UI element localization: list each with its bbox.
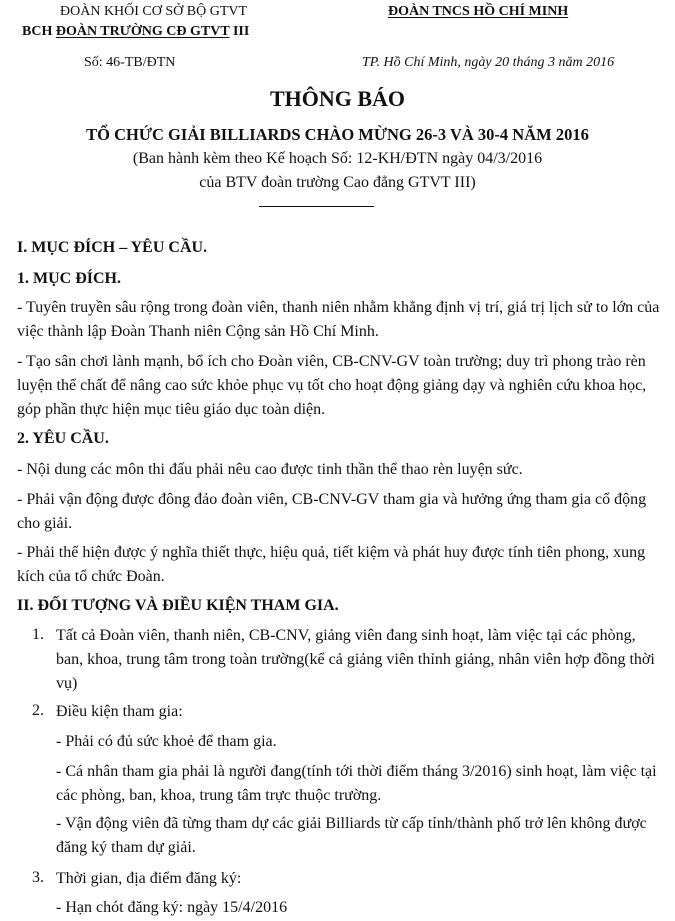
org-left-line2-pre: BCH [22, 24, 56, 39]
list-item-2-number: 2. [32, 702, 44, 719]
issued-note-line1: (Ban hành kèm theo Kế hoạch Số: 12-KH/ĐTN ngày 04/3/2016 [132, 150, 543, 167]
section-1-1-paragraph-1: - Tuyên truyền sâu rộng trong đoàn viên, thanh niên nhằm khẳng định vị trí, giá trị lịch sử to lớn của việc thành lập Đoàn Thanh niên Cộng sản Hồ Chí Minh. [17, 299, 660, 340]
section-1-2-paragraph-1: - Nội dung các môn thi đấu phải nêu cao được tinh thần thể thao rèn luyện sức. [17, 461, 523, 478]
org-left-line2-post: III [229, 24, 250, 39]
list-item-2-text: Điều kiện tham gia: [56, 703, 183, 720]
org-right: ĐOÀN TNCS HỒ CHÍ MINH [388, 4, 569, 19]
list-item-2-sub-3: - Vận động viên đã từng tham dự các giải Billiards từ cấp tỉnh/thành phố trở lên không được đăng ký tham dự giải. [56, 815, 647, 856]
page-subtitle: TỔ CHỨC GIẢI BILLIARDS CHÀO MỪNG 26-3 VÀ 30-4 NĂM 2016 [86, 125, 589, 144]
issued-note-line2: của BTV đoàn trường Cao đẳng GTVT III) [199, 174, 476, 191]
section-1-heading: I. MỤC ĐÍCH – YÊU CẦU. [17, 239, 208, 256]
section-1-1-heading: 1. MỤC ĐÍCH. [17, 270, 121, 287]
section-2-heading: II. ĐỐI TƯỢNG VÀ ĐIỀU KIỆN THAM GIA. [17, 597, 339, 614]
list-item-2-sub-2: - Cá nhân tham gia phải là người đang(tính tới thời điểm tháng 3/2016) sinh hoạt, làm việc tại các phòng, ban, khoa, trung tâm trực thuộc trường. [56, 763, 657, 804]
org-left-line1: ĐOÀN KHỐI CƠ SỞ BỘ GTVT [60, 4, 248, 19]
section-1-2-heading: 2. YÊU CẦU. [17, 430, 109, 447]
list-item-3-sub-1: - Hạn chót đăng ký: ngày 15/4/2016 [56, 899, 288, 916]
list-item-2-sub-1: - Phải có đủ sức khoẻ để tham gia. [56, 733, 277, 750]
org-left-line2 [22, 24, 249, 40]
place-date: TP. Hồ Chí Minh, ngày 20 tháng 3 năm 2016 [362, 55, 615, 70]
section-1-2-paragraph-2: - Phải vận động được đông đảo đoàn viên, CB-CNV-GV tham gia và hưởng ứng tham gia cổ động cho giải. [17, 491, 647, 532]
doc-number: Số: 46-TB/ĐTN [84, 55, 176, 70]
list-item-1-number: 1. [32, 626, 44, 643]
title-divider [259, 206, 374, 207]
list-item-1-text: Tất cả Đoàn viên, thanh niên, CB-CNV, giảng viên đang sinh hoạt, làm việc tại các phòng, ban, khoa, trung tâm trong toàn trường(kể cả giảng viên thỉnh giảng, nhân viên hợp đồng thời vụ) [56, 627, 655, 692]
org-left-line2-underlined: ĐOÀN TRƯỜNG CĐ GTVT [55, 24, 230, 39]
section-1-2-paragraph-3: - Phải thể hiện được ý nghĩa thiết thực, hiệu quả, tiết kiệm và phát huy được tính tiên phong, xung kích của tổ chức Đoàn. [17, 544, 646, 585]
list-item-3-text: Thời gian, địa điểm đăng ký: [56, 870, 242, 887]
list-item-3-number: 3. [32, 869, 44, 886]
page-title: THÔNG BÁO [269, 86, 406, 111]
section-1-1-paragraph-2: - Tạo sân chơi lành mạnh, bổ ích cho Đoàn viên, CB-CNV-GV toàn trường; duy trì phong trào rèn luyện thể chất để nâng cao sức khỏe phục vụ tốt cho hoạt động giảng dạy và nghiên cứu khoa học, góp phần thực hiện mục tiêu giáo dục toàn diện. [17, 353, 647, 418]
